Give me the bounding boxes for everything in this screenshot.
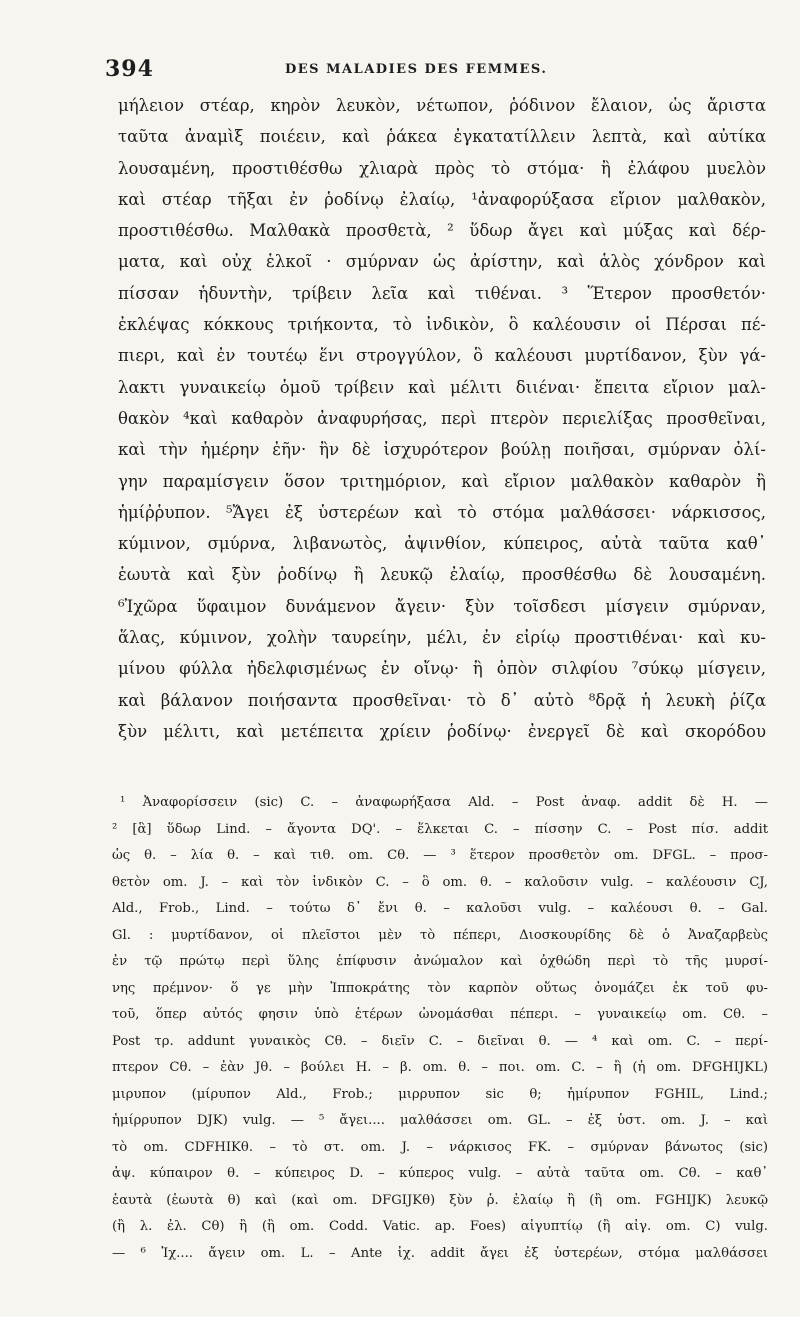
running-head <box>105 56 765 86</box>
footnote-line: ἡμίρρυπον DJK) vulg. — ⁵ ἄγει.... μαλθάσσει om. GL. – ἐξ ὑστ. om. J. – καὶ <box>112 1113 768 1128</box>
text-line: μίνου φύλλα ἠδελφισμένως ἐν οἴνῳ· ἢ ὀπὸν σιλφίου ⁷σύκῳ μίσγειν, <box>118 659 766 679</box>
text-line: ἑωυτὰ καὶ ξὺν ῥοδίνῳ ἢ λευκῷ ἐλαίῳ, προσθέσθω δὲ λουσαμένη. <box>118 565 766 585</box>
footnote-line: τοῦ, ὅπερ αὐτός φησιν ὑπὸ ἑτέρων ὠνομάσθαι πέπερι. – γυναικείῳ om. Cθ. – <box>112 1007 768 1022</box>
text-line: θακὸν ⁴καὶ καθαρὸν ἀναφυρήσας, περὶ πτερὸν περιελίξας προσθεῖναι, <box>118 408 766 428</box>
footnote-line: ἐν τῷ πρώτῳ περὶ ὕλης ἐπίφυσιν ἀνώμαλον καὶ ὀχθώδη περὶ τὸ τῆς μυρσί- <box>112 954 768 969</box>
footnote-line: μιρυπον (μίρυπον Ald., Frob.; μιρρυπον sic θ; ἡμίρυπον FGHIL, Lind.; <box>112 1086 768 1102</box>
text-line: λουσαμένη, προστιθέσθω χλιαρὰ πρὸς τὸ στόμα· ἢ ἐλάφου μυελὸν <box>118 158 766 178</box>
footnote-line: Ald., Frob., Lind. – τούτω δ᾽ ἔνι θ. – καλοῦσι vulg. – καλέουσι θ. – Gal. <box>112 901 768 916</box>
footnote-line: (ἢ λ. ἐλ. Cθ) ἢ (ἢ om. Codd. Vatic. ap. Foes) αἰγυπτίῳ (ἢ αἰγ. om. C) vulg. <box>112 1219 768 1234</box>
running-title: DES MALADIES DES FEMMES. <box>285 62 548 77</box>
text-line: ⁶Ἰχῶρα ὕφαιμον δυνάμενον ἄγειν· ξὺν τοῖσδεσι μίσγειν σμύρναν, <box>118 596 766 616</box>
text-line: ξὺν μέλιτι, καὶ μετέπειτα χρίειν ῥοδίνῳ· ἐνεργεῖ δὲ καὶ σκορόδου <box>118 721 766 741</box>
text-line: πιερι, καὶ ἐν τουτέῳ ἕνι στρογγύλον, ὃ καλέουσι μυρτίδανον, ξὺν γά- <box>118 346 766 366</box>
text-line: κύμινον, σμύρνα, λιβανωτὸς, ἀψινθίον, κύπειρος, αὐτὰ ταῦτα καθ᾽ <box>118 534 766 554</box>
footnote-line: Gl. : μυρτίδανον, οἱ πλεῖστοι μὲν τὸ πέπερι, Διοσκουρίδης δὲ ὁ Ἀναζαρβεὺς <box>112 927 768 943</box>
footnote-line: τὸ om. CDFHIKθ. – τὸ στ. om. J. – νάρκισος FK. – σμύρναν βάνωτος (sic) <box>112 1139 768 1155</box>
footnote-line: ὡς θ. – λία θ. – καὶ τιθ. om. Cθ. — ³ ἕτερον προσθετὸν om. DFGL. – προσ- <box>112 848 768 863</box>
footnote-line: Post τρ. addunt γυναικὸς Cθ. – διεῖν C. – διεῖναι θ. — ⁴ καὶ om. C. – περί- <box>112 1033 768 1049</box>
footnote-line: πτερον Cθ. – ἐὰν Jθ. – βούλει H. – β. om. θ. – ποι. om. C. – ἢ (ἡ om. DFGHIJKL) <box>112 1060 768 1075</box>
footnotes-block <box>112 790 768 1267</box>
footnote-line: νης πρέμνον· ὅ γε μὴν Ἱπποκράτης τὸν καρπὸν οὕτως ὀνομάζει ἐκ τοῦ φυ- <box>112 980 768 996</box>
text-line: ἡμίῤῥυπον. ⁵Ἄγει ἐξ ὑστερέων καὶ τὸ στόμα μαλθάσσει· νάρκισσος, <box>118 502 766 522</box>
page-number: 394 <box>105 56 154 82</box>
text-line: καὶ τὴν ἡμέρην ἐῆν· ἢν δὲ ἰσχυρότερον βούλῃ ποιῆσαι, σμύρναν ὀλί- <box>118 440 766 460</box>
text-line: πίσσαν ἡδυντὴν, τρίβειν λεῖα καὶ τιθέναι. ³ Ἕτερον προσθετόν· <box>118 283 766 303</box>
main-text-block <box>118 90 766 747</box>
text-line: ταῦτα ἀναμὶξ ποιέειν, καὶ ῥάκεα ἐγκατατίλλειν λεπτὰ, καὶ αὐτίκα <box>118 127 766 147</box>
footnote-line: ¹ Ἀναφορίσσειν (sic) C. – ἀναφωρήξασα Ald. – Post ἀναφ. addit δὲ H. — <box>120 795 768 810</box>
text-line: λακτι γυναικείῳ ὁμοῦ τρίβειν καὶ μέλιτι διιέναι· ἔπειτα εἴριον μαλ- <box>118 377 766 397</box>
text-line: ἅλας, κύμινον, χολὴν ταυρείην, μέλι, ἐν εἰρίῳ προστιθέναι· καὶ κυ- <box>118 628 766 648</box>
text-line: μήλειον στέαρ, κηρὸν λευκὸν, νέτωπον, ῥόδινον ἔλαιον, ὡς ἄριστα <box>118 96 766 115</box>
footnote-line: — ⁶ Ἰχ.... ἄγειν om. L. – Ante ἰχ. addit ἄγει ἐξ ὑστερέων, στόμα μαλθάσσει <box>112 1245 768 1261</box>
text-line: προστιθέσθω. Μαλθακὰ προσθετὰ, ² ὕδωρ ἄγει καὶ μύξας καὶ δέρ- <box>118 221 766 241</box>
footnote-line: ² [ἃ] ὕδωρ Lind. – ἄγοντα DQ'. – ἕλκεται C. – πίσσην C. – Post πίσ. addit <box>112 821 768 837</box>
text-line: γην παραμίσγειν ὅσον τριτημόριον, καὶ εἴριον μαλθακὸν καθαρὸν ἢ <box>118 471 766 491</box>
text-line: ματα, καὶ οὐχ ἑλκοῖ · σμύρναν ὡς ἀρίστην, καὶ ἁλὸς χόνδρον καὶ <box>118 252 766 272</box>
text-line: καὶ στέαρ τῆξαι ἐν ῥοδίνῳ ἐλαίῳ, ¹ἀναφορύξασα εἴριον μαλθακὸν, <box>118 189 766 209</box>
text-line: ἐκλέψας κόκκους τριήκοντα, τὸ ἰνδικὸν, ὃ καλέουσιν οἱ Πέρσαι πέ- <box>118 315 766 335</box>
footnote-line: ἑαυτὰ (ἑωυτὰ θ) καὶ (καὶ om. DFGIJKθ) ξὺν ῥ. ἐλαίῳ ἢ (ἢ om. FGHIJK) λευκῷ <box>112 1192 768 1208</box>
footnote-line: θετὸν om. J. – καὶ τὸν ἰνδικὸν C. – ὃ om. θ. – καλοῦσιν vulg. – καλέουσιν CJ, <box>112 874 768 890</box>
text-line: καὶ βάλανον ποιήσαντα προσθεῖναι· τὸ δ᾽ αὐτὸ ⁸δρᾷ ἡ λευκὴ ῥίζα <box>118 690 766 710</box>
footnote-line: ἀψ. κύπαιρον θ. – κύπειρος D. – κύπερος vulg. – αὐτὰ ταῦτα om. Cθ. – καθ᾽ <box>112 1166 768 1181</box>
